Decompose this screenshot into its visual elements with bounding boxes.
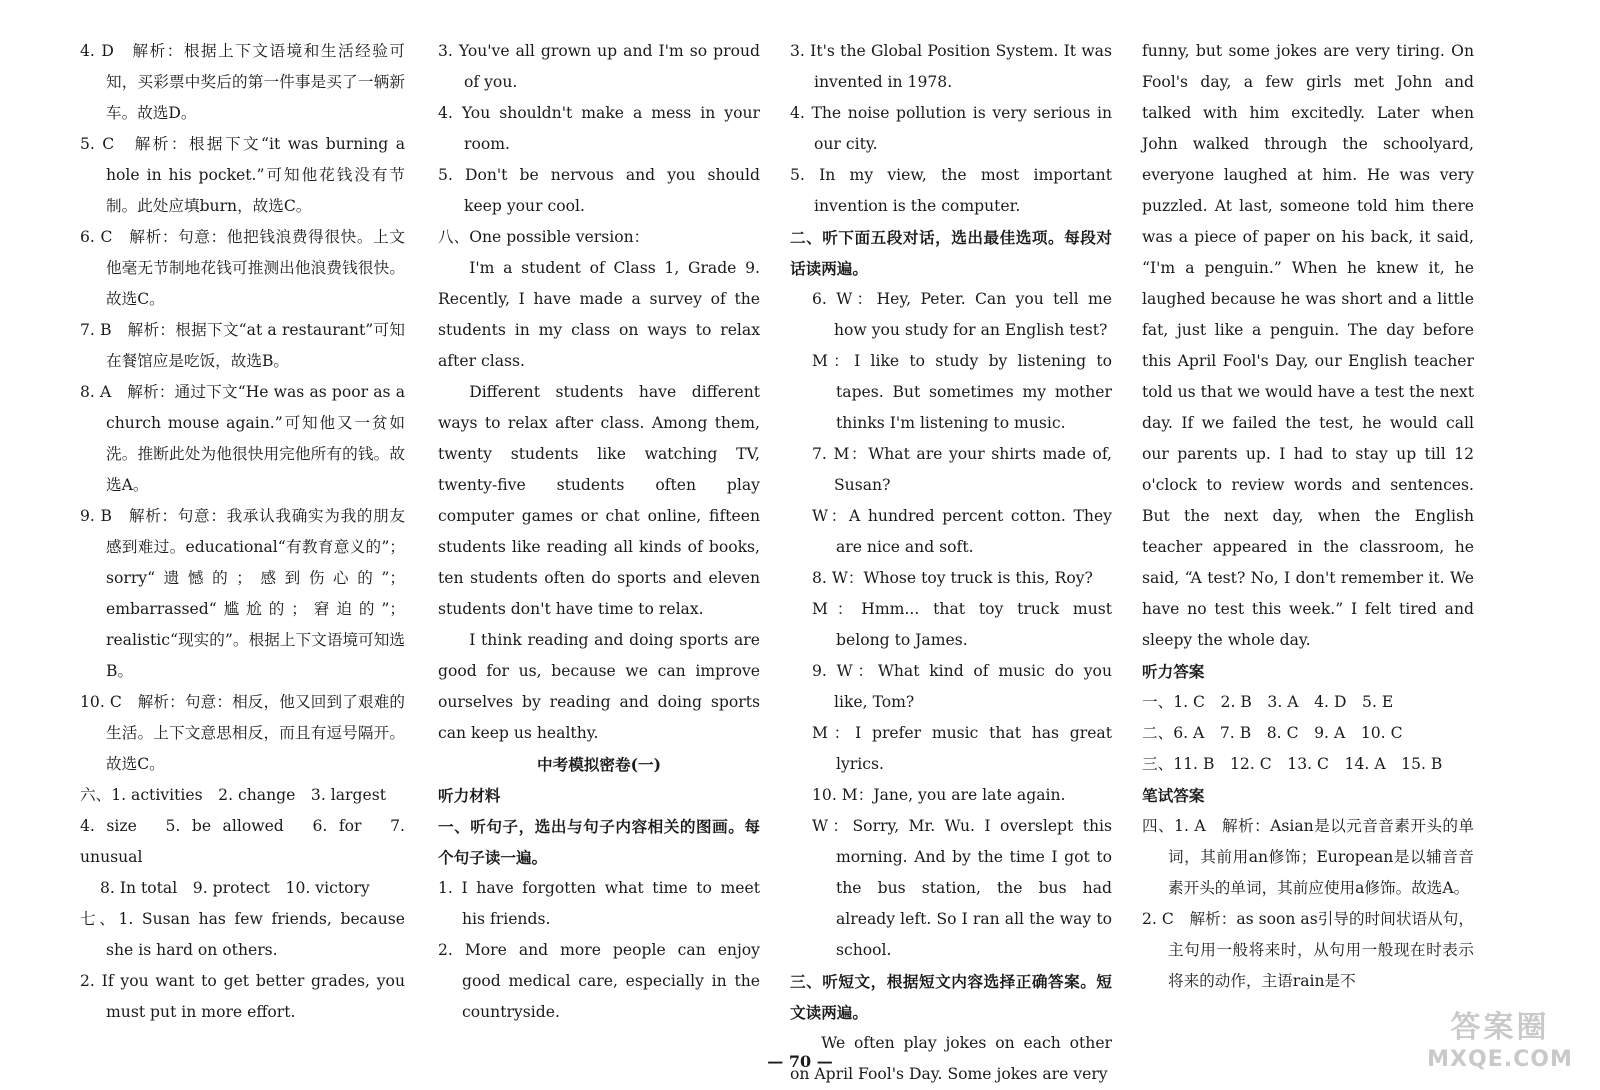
answer-item: 2. C 解析：as soon as引导的时间状语从句，主句用一般将来时，从句用一般现在时表示将来的动作，主语rain是不 [1142, 910, 1474, 990]
answer-item: 7. B 解析：根据下文“at a restaurant”可知在餐馆应是吃饭，故选B。 [80, 321, 405, 370]
sentence-item: 5. In my view, the most important invention is the computer. [790, 166, 1112, 215]
essay-paragraph: Different students have different ways to relax after class. Among them, twenty students like watching TV, twenty-five students often play computer games or chat online, fifteen students like reading all kinds of books, ten students often do sports and eleven students don't have time to relax. [438, 383, 760, 618]
column-3 [790, 36, 1112, 1090]
answer-item: 6. C 解析：句意：他把钱浪费得很快。上文他毫无节制地花钱可推测出他浪费钱很快。故选C。 [80, 228, 405, 308]
answer-item: 3. You've all grown up and I'm so proud of you. [438, 42, 760, 91]
dialogue-answer: M：Hmm... that toy truck must belong to James. [812, 600, 1112, 649]
answer-item: 5. Don't be nervous and you should keep your cool. [438, 166, 760, 215]
dialogue-answer: W：A hundred percent cotton. They are nice and soft. [812, 507, 1112, 556]
answer-item: 七、1. Susan has few friends, because she is hard on others. [80, 910, 405, 959]
dialogue-question: 9. W：What kind of music do you like, Tom? [812, 662, 1112, 711]
dialogue-question: 10. M：Jane, you are late again. [812, 786, 1066, 804]
listening-answers-label: 听力答案 [1142, 662, 1205, 681]
watermark-url: MXQE.COM [1427, 1047, 1573, 1072]
column-4 [1142, 36, 1474, 997]
page-number: — 70 — [767, 1052, 833, 1071]
answer-item: 9. B 解析：句意：我承认我确实为我的朋友感到难过。educational“有教育意义的”；sorry“遗憾的；感到伤心的”；embarrassed“尴尬的；窘迫的”；realistic“现实的”。根据上下文语境可知选B。 [80, 507, 405, 680]
answer-item: 5. C 解析：根据下文“it was burning a hole in his pocket.”可知他花钱没有节制。此处应填burn，故选C。 [80, 135, 405, 215]
answer-item: 四、1. A 解析：Asian是以元音音素开头的单词，其前用an修饰；European是以辅音音素开头的单词，其前应使用a修饰。故选A。 [1142, 817, 1474, 897]
answer-line: 三、11. B 12. C 13. C 14. A 15. B [1142, 755, 1443, 773]
listening-material-label: 听力材料 [438, 786, 501, 805]
dialogue-question: 8. W：Whose toy truck is this, Roy? [812, 569, 1093, 587]
dialogue-answer: M：I prefer music that has great lyrics. [812, 724, 1112, 773]
dialogue-question: 6. W：Hey, Peter. Can you tell me how you study for an English test? [812, 290, 1112, 339]
column-2 [438, 36, 760, 1028]
essay-paragraph: I think reading and doing sports are good for us, because we can improve ourselves by reading and doing sports can keep us healthy. [438, 631, 760, 742]
watermark-text: 答案圈 [1450, 1010, 1550, 1045]
answer-item: 10. C 解析：句意：相反，他又回到了艰难的生活。上下文意思相反，而且有逗号隔开。故选C。 [80, 693, 405, 773]
answer-item: 4. You shouldn't make a mess in your room. [438, 104, 760, 153]
dialogue-answer: M：I like to study by listening to tapes. But sometimes my mother thinks I'm listening to music. [812, 352, 1112, 432]
answer-item: 8. A 解析：通过下文“He was as poor as a church mouse again.”可知他又一贫如洗。推断此处为他很快用完他所有的钱。故选A。 [80, 383, 405, 494]
answer-line: 4. size 5. be allowed 6. for 7. unusual [80, 817, 405, 866]
sentence-item: 1. I have forgotten what time to meet his friends. [438, 879, 760, 928]
passage-continuation: funny, but some jokes are very tiring. On Fool's day, a few girls met John and talked with him excitedly. Later when John walked through the schoolyard, everyone laughed at him. He was very puzzled. At last, someone told him there was a piece of paper on his back, it said, “I'm a penguin.” When he knew it, he laughed because he was short and a little fat, just like a penguin. The day before this April Fool's Day, our English teacher told us that we would have a test the next day. If we failed the test, he would call our parents up. I had to stay up till 12 o'clock to review words and sentences. But the next day, when the English teacher appeared in the classroom, he said, “A test? No, I don't remember it. We have no test this week.” I felt tired and sleepy the whole day. [1142, 42, 1474, 649]
answer-line: 六、1. activities 2. change 3. largest [80, 786, 386, 804]
section-heading: 二、听下面五段对话，选出最佳选项。每段对话读两遍。 [790, 228, 1112, 278]
column-1 [80, 36, 405, 1028]
dialogue-answer: W：Sorry, Mr. Wu. I overslept this morning. And by the time I got to the bus station, the bus had already left. So I ran all the way to school. [812, 817, 1112, 959]
written-answers-label: 笔试答案 [1142, 786, 1205, 805]
answer-line: 8. In total 9. protect 10. victory [100, 879, 370, 897]
answer-line: 二、6. A 7. B 8. C 9. A 10. C [1142, 724, 1403, 742]
answer-line: 一、1. C 2. B 3. A 4. D 5. E [1142, 693, 1394, 711]
section-heading: 一、听句子，选出与句子内容相关的图画。每个句子读一遍。 [438, 817, 760, 867]
answer-item: 2. If you want to get better grades, you must put in more effort. [80, 972, 405, 1021]
sentence-item: 3. It's the Global Position System. It was invented in 1978. [790, 42, 1112, 91]
answer-item: 4. D 解析：根据上下文语境和生活经验可知，买彩票中奖后的第一件事是买了一辆新车。故选D。 [80, 42, 405, 122]
essay-paragraph: I'm a student of Class 1, Grade 9. Recently, I have made a survey of the students in my class on ways to relax after class. [438, 259, 760, 370]
sentence-item: 2. More and more people can enjoy good medical care, especially in the countryside. [438, 941, 760, 1021]
dialogue-question: 7. M：What are your shirts made of, Susan? [812, 445, 1112, 494]
essay-label: 八、One possible version： [438, 228, 650, 246]
watermark-logo [1420, 1009, 1580, 1079]
section-heading: 三、听短文，根据短文内容选择正确答案。短文读两遍。 [790, 972, 1112, 1022]
exam-title: 中考模拟密卷(一) [537, 755, 661, 774]
passage-paragraph: We often play jokes on each other on April Fool's Day. Some jokes are very [790, 1034, 1112, 1083]
sentence-item: 4. The noise pollution is very serious in our city. [790, 104, 1112, 153]
